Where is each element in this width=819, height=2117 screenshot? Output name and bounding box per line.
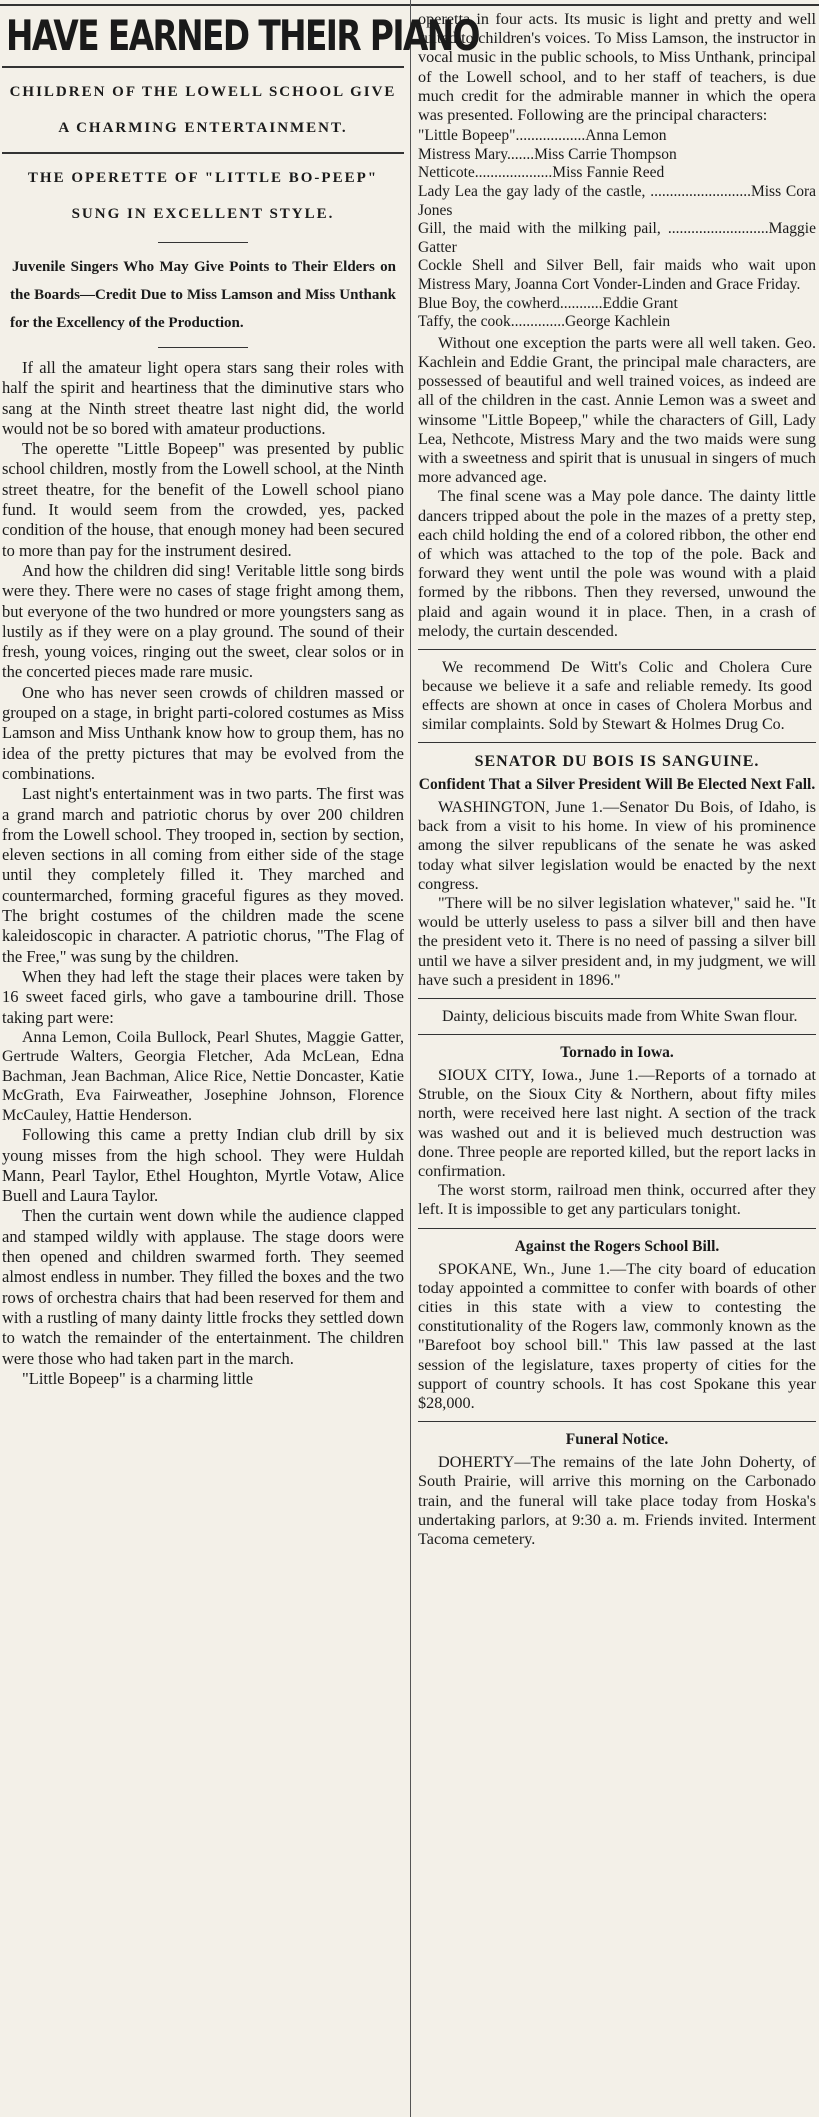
section-rule: [418, 1228, 816, 1229]
section-subhead: Confident That a Silver President Will Be Elected Next Fall.: [418, 776, 816, 793]
cast-entry: Lady Lea the gay lady of the castle, ..........................Miss Cora Jones: [418, 183, 816, 219]
paragraph: Without one exception the parts were all well taken. Geo. Kachlein and Eddie Grant, the principal male characters, are possessed of beautiful and well trained voices, as indeed are all of the children in the cast. Annie Lemon was a sweet and winsome "Little Bopeep," while the characters of Gill, Lady Lea, Nethcote, Mistress Mary and the two maids were sung with a sweetness and spirit that is unusual in singers of much more advanced age.: [418, 333, 816, 487]
deck-2: THE OPERETTE OF "LITTLE BO-PEEP" SUNG IN EXCELLENT STYLE.: [27, 170, 379, 222]
cast-entry: Netticote....................Miss Fannie Reed: [418, 164, 665, 182]
continued-paragraph: operetta in four acts. Its music is light and pretty and well suited to children's voices. To Miss Lamson, the instructor in vocal music in the public schools, to Miss Unthank, principal of the Lowell school, and to her staff of teachers, is due much credit for the admirable manner in which the opera was presented. Following are the principal characters:: [418, 10, 816, 125]
paragraph: "Little Bopeep" is a charming little: [22, 1368, 254, 1388]
right-column: [418, 10, 816, 1549]
cast-list: [418, 127, 816, 332]
paragraph: SIOUX CITY, Iowa., June 1.—Reports of a tornado at Struble, on the Sioux City & Northern, about fifty miles north, were received here last night. A section of the track was washed out and it is believed much destruction was done. Three people are reported killed, but the report lacks in confirmation.: [418, 1066, 816, 1181]
short-rule: [158, 242, 248, 243]
section-headline: Tornado in Iowa.: [560, 1044, 674, 1062]
cast-entry: Cockle Shell and Silver Bell, fair maids who wait upon Mistress Mary, Joanna Cort Vonder-Linden and Grace Friday.: [418, 257, 816, 293]
headline: HAVE EARNED THEIR PIANO: [6, 11, 479, 60]
paragraph: The worst storm, railroad men think, occurred after they left. It is impossible to get any particulars tonight.: [418, 1181, 816, 1219]
cast-entry: Taffy, the cook..............George Kachlein: [418, 313, 671, 331]
paragraph: WASHINGTON, June 1.—Senator Du Bois, of Idaho, is back from a visit to his home. In view of his prominence among the silver republicans of the senate he was asked today what silver legislation would be enacted by the next congress.: [418, 798, 816, 893]
section-rule: [418, 1421, 816, 1422]
cast-entry: Mistress Mary.......Miss Carrie Thompson: [418, 145, 677, 163]
paragraph: Last night's entertainment was in two parts. The first was a grand march and patriotic chorus by over 200 children from the Lowell school. They trooped in, section by section, eleven sections in all coming from either side of the stage until they completely filled it. They marched and countermarched, forming graceful figures as they moved. The bright costumes of the children made the scene kaleidoscopic in character. A patriotic chorus, "The Flag of the Free," was sung by the children.: [2, 784, 404, 966]
paragraph: DOHERTY—The remains of the late John Doherty, of South Prairie, will arrive this morning on the Carbonado train, and the funeral will take place today from Hoska's undertaking parlors, at 9:30 a. m. Friends invited. Interment Tacoma cemetery.: [418, 1453, 816, 1549]
paragraph: One who has never seen crowds of children massed or grouped on a stage, in bright parti-colored costumes as Miss Lamson and Miss Unthank know how to group them, has no idea of the pretty pictures that may be evolved from the combinations.: [2, 682, 404, 783]
subdeck: Juvenile Singers Who May Give Points to Their Elders on the Boards—Credit Due to Miss Lamson and Miss Unthank for the Excellency of the Production.: [10, 259, 396, 331]
cast-entry: Blue Boy, the cowherd...........Eddie Grant: [418, 294, 678, 312]
section-headline: SENATOR DU BOIS IS SANGUINE.: [474, 753, 760, 770]
deck-1: CHILDREN OF THE LOWELL SCHOOL GIVE A CHARMING ENTERTAINMENT.: [9, 84, 397, 136]
column-divider: [410, 0, 411, 2117]
paragraph: "There will be no silver legislation whatever," said he. "It would be utterly useless to pass a silver bill and then have the president veto it. There is no need of passing a silver bill until we have a silver president and, in my judgment, we will have such a president in 1896.": [418, 894, 816, 989]
paragraph: Following this came a pretty Indian club drill by six young misses from the high school. They were Huldah Mann, Pearl Taylor, Ethel Houghton, Myrtle Votaw, Alice Buell and Laura Taylor.: [2, 1125, 404, 1206]
participant-names: Anna Lemon, Coila Bullock, Pearl Shutes, Maggie Gatter, Gertrude Walters, Georgia Fletcher, Ada McLean, Edna Bachman, Jean Bachman, Alice Rice, Nettie Doncaster, Katie McGrath, Eva Fairweather, Josephine Johnson, Florence McCauley, Hattie Henderson.: [2, 1028, 404, 1124]
left-column: [2, 10, 479, 1389]
paragraph: If all the amateur light opera stars sang their roles with half the spirit and heartiness that the diminutive stars who sang at the Ninth street theatre last night did, the world would not be so bored with amateur productions.: [2, 358, 404, 438]
advertisement: Dainty, delicious biscuits made from White Swan flour.: [442, 1008, 798, 1026]
section-headline: Funeral Notice.: [565, 1431, 669, 1449]
paragraph: The operette "Little Bopeep" was presented by public school children, mostly from the Lowell school, at the Ninth street theatre, for the benefit of the Lowell school piano fund. It would seem from the crowded, yes, packed condition of the house, that enough money had been secured to more than pay for the instrument desired.: [2, 439, 404, 560]
deck-rule: [2, 152, 404, 154]
paragraph: Then the curtain went down while the audience clapped and stamped wildly with applause. The stage doors were then opened and children swarmed forth. They seemed almost endless in number. They filled the boxes and the two rows of orchestra chairs that had been reserved for them and with a rustling of many dainty little frocks they settled down to watch the remainder of the entertainment. The children were those who had taken part in the march.: [2, 1206, 404, 1368]
headline-rule: [2, 66, 404, 68]
paragraph: And how the children did sing! Veritable little song birds were they. There were no cases of stage fright among them, but everyone of the two hundred or more youngsters sang as lustily as if they were on a play ground. The sound of their fresh, young voices, ringing out the sweet, clear solos or in the concerted pieces made rare music.: [2, 560, 404, 682]
cast-entry: Gill, the maid with the milking pail, ..........................Maggie Gatter: [418, 220, 816, 256]
article-body: [2, 358, 404, 1389]
section-rule: [418, 998, 816, 999]
paragraph: When they had left the stage their places were taken by 16 sweet faced girls, who gave a tambourine drill. Those taking part were:: [2, 966, 404, 1027]
section-rule: [418, 1034, 816, 1035]
paragraph: The final scene was a May pole dance. The dainty little dancers tripped about the pole in the mazes of a pretty step, each child holding the end of a colored ribbon, the other end of which was attached to the top of the pole. Back and forward they went until the pole was wound with a plaid formed by the ribbons. Then they reversed, unwound the plaid and again wound it in place. Then, in a crash of melody, the curtain descended.: [418, 487, 816, 640]
short-rule: [158, 347, 248, 348]
section-headline: Against the Rogers School Bill.: [514, 1237, 720, 1255]
paragraph: SPOKANE, Wn., June 1.—The city board of education today appointed a committee to confer with boards of other cities in this state with a view to contesting the constitutionality of the Rogers law, commonly known as the "Barefoot boy school bill." This law passed at the last session of the legislature, taxes property of cities for the support of country schools. It has cost Spokane this year $28,000.: [418, 1259, 816, 1413]
section-rule: [418, 742, 816, 743]
advertisement: We recommend De Witt's Colic and Cholera Cure because we believe it a safe and reliable remedy. Its good effects are shown at once in cases of Cholera Morbus and similar complaints. Sold by Stewart & Holmes Drug Co.: [422, 659, 812, 733]
section-rule: [418, 649, 816, 650]
cast-entry: "Little Bopeep"..................Anna Lemon: [418, 127, 667, 145]
